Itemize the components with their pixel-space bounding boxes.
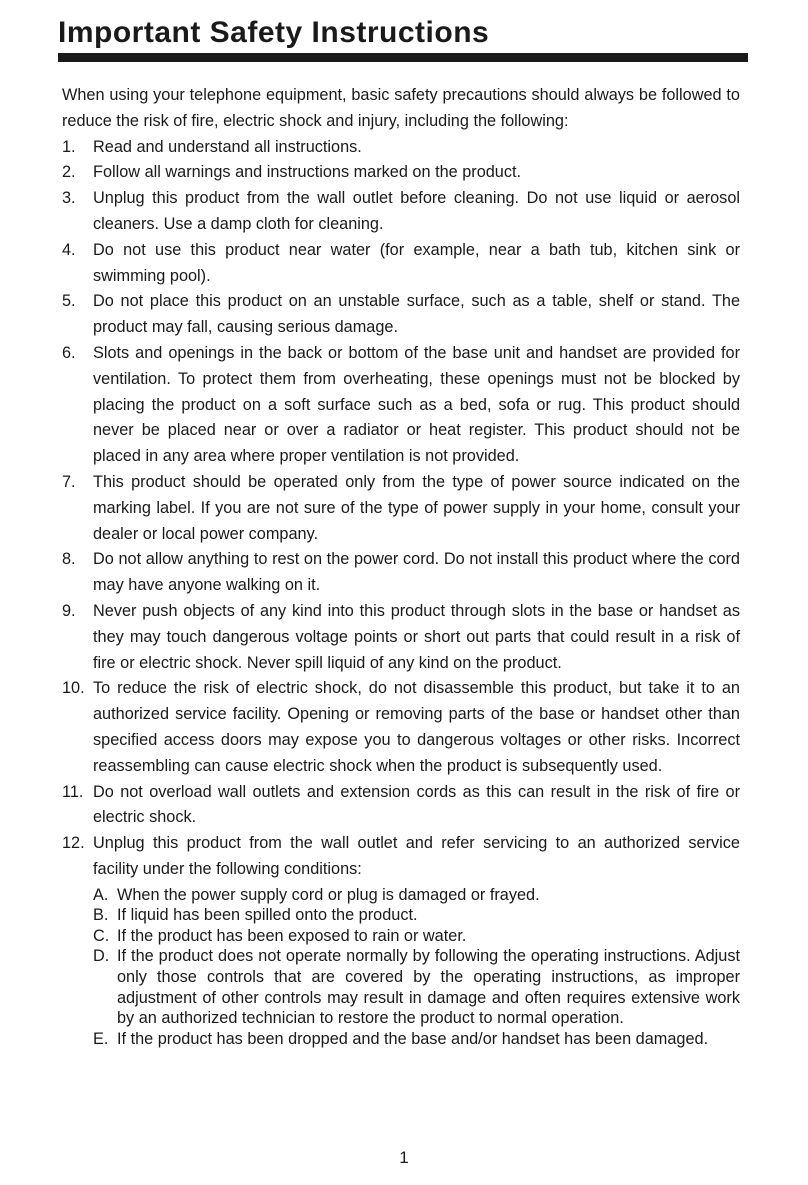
sub-list-item <box>93 905 740 926</box>
item-text: Unplug this product from the wall outlet and refer servicing to an authorized service facility under the following conditions: <box>93 834 740 878</box>
sub-list-item <box>93 1029 740 1050</box>
item-text: Unplug this product from the wall outlet before cleaning. Do not use liquid or aerosol cleaners. Use a damp cloth for cleaning. <box>93 189 740 233</box>
sub-list-item <box>93 926 740 947</box>
page-title: Important Safety Instructions <box>58 16 490 49</box>
sub-item-text: If the product has been dropped and the base and/or handset has been damaged. <box>117 1029 709 1048</box>
sub-item-text: If the product does not operate normally by following the operating instructions. Adjust only those controls that are covered by the operating instructions, as improper adjustment of other controls may result in damage and often requires extensive work by an authorized technician to restore the product to normal operation. <box>117 947 740 1028</box>
sub-item-letter: B. <box>93 906 109 925</box>
sub-list-item <box>93 946 740 1028</box>
item-text: Do not overload wall outlets and extension cords as this can result in the risk of fire or electric shock. <box>93 782 740 827</box>
list-item <box>62 676 740 779</box>
item-text: Slots and openings in the back or bottom of the base unit and handset are provided for ventilation. To protect them from overheating, these openings must not be blocked by placing the product on a soft surface such as a bed, sofa or rug. This product should never be placed near or over a radiator or heat register. This product should not be placed in any area where proper ventilation is not provided. <box>93 343 740 466</box>
item-number: 12. <box>62 834 85 853</box>
page-number: 1 <box>399 1148 409 1167</box>
sub-item-letter: A. <box>93 885 109 904</box>
instructions-body <box>62 83 740 1049</box>
list-item <box>62 341 740 470</box>
list-item <box>62 547 740 599</box>
sub-item-letter: E. <box>93 1029 109 1048</box>
item-text: Follow all warnings and instructions marked on the product. <box>93 163 522 182</box>
item-text: To reduce the risk of electric shock, do not disassemble this product, but take it to an authorized service facility. Opening or removing parts of the base or handset other than specified access doors may expose you to dangerous voltages or other risks. Incorrect reassembling can cause electric shock when the product is subsequently used. <box>93 679 740 775</box>
item-number: 3. <box>62 189 76 208</box>
item-number: 10. <box>62 679 85 698</box>
list-item <box>62 186 740 238</box>
list-item <box>62 135 740 161</box>
item-number: 11. <box>62 782 84 801</box>
item-number: 1. <box>62 137 76 156</box>
item-number: 2. <box>62 163 76 182</box>
list-item <box>62 831 740 1049</box>
intro-paragraph: When using your telephone equipment, basic safety precautions should always be followed to reduce the risk of fire, electric shock and injury, including the following: <box>62 86 740 130</box>
item-number: 8. <box>62 550 76 569</box>
sub-item-text: If liquid has been spilled onto the product. <box>117 906 418 925</box>
item-text: This product should be operated only from the type of power source indicated on the marking label. If you are not sure of the type of power supply in your home, consult your dealer or local power company. <box>93 472 740 543</box>
item-number: 9. <box>62 601 76 620</box>
item-text: Do not place this product on an unstable surface, such as a table, shelf or stand. The product may fall, causing serious damage. <box>93 292 740 337</box>
item-number: 7. <box>62 472 76 491</box>
item-number: 6. <box>62 343 76 362</box>
list-item <box>62 238 740 290</box>
sub-item-text: When the power supply cord or plug is damaged or frayed. <box>117 885 540 904</box>
conditions-sublist <box>93 885 740 1050</box>
list-item <box>62 289 740 341</box>
item-text: Read and understand all instructions. <box>93 137 362 156</box>
sub-item-text: If the product has been exposed to rain or water. <box>117 926 467 945</box>
sub-list-item <box>93 885 740 906</box>
item-text: Never push objects of any kind into this product through slots in the base or handset as they may touch dangerous voltage points or short out parts that could result in a risk of fire or electric shock. Never spill liquid of any kind on the product. <box>93 601 740 672</box>
item-text: Do not use this product near water (for example, near a bath tub, kitchen sink or swimming pool). <box>93 240 740 285</box>
item-text: Do not allow anything to rest on the power cord. Do not install this product where the cord may have anyone walking on it. <box>93 550 740 595</box>
list-item <box>62 470 740 547</box>
item-number: 5. <box>62 292 76 311</box>
list-item <box>62 780 740 832</box>
sub-item-letter: D. <box>93 947 110 966</box>
safety-list <box>62 135 740 1050</box>
item-number: 4. <box>62 240 76 259</box>
list-item <box>62 599 740 676</box>
title-rule <box>58 53 748 62</box>
sub-item-letter: C. <box>93 926 110 945</box>
list-item <box>62 160 740 186</box>
